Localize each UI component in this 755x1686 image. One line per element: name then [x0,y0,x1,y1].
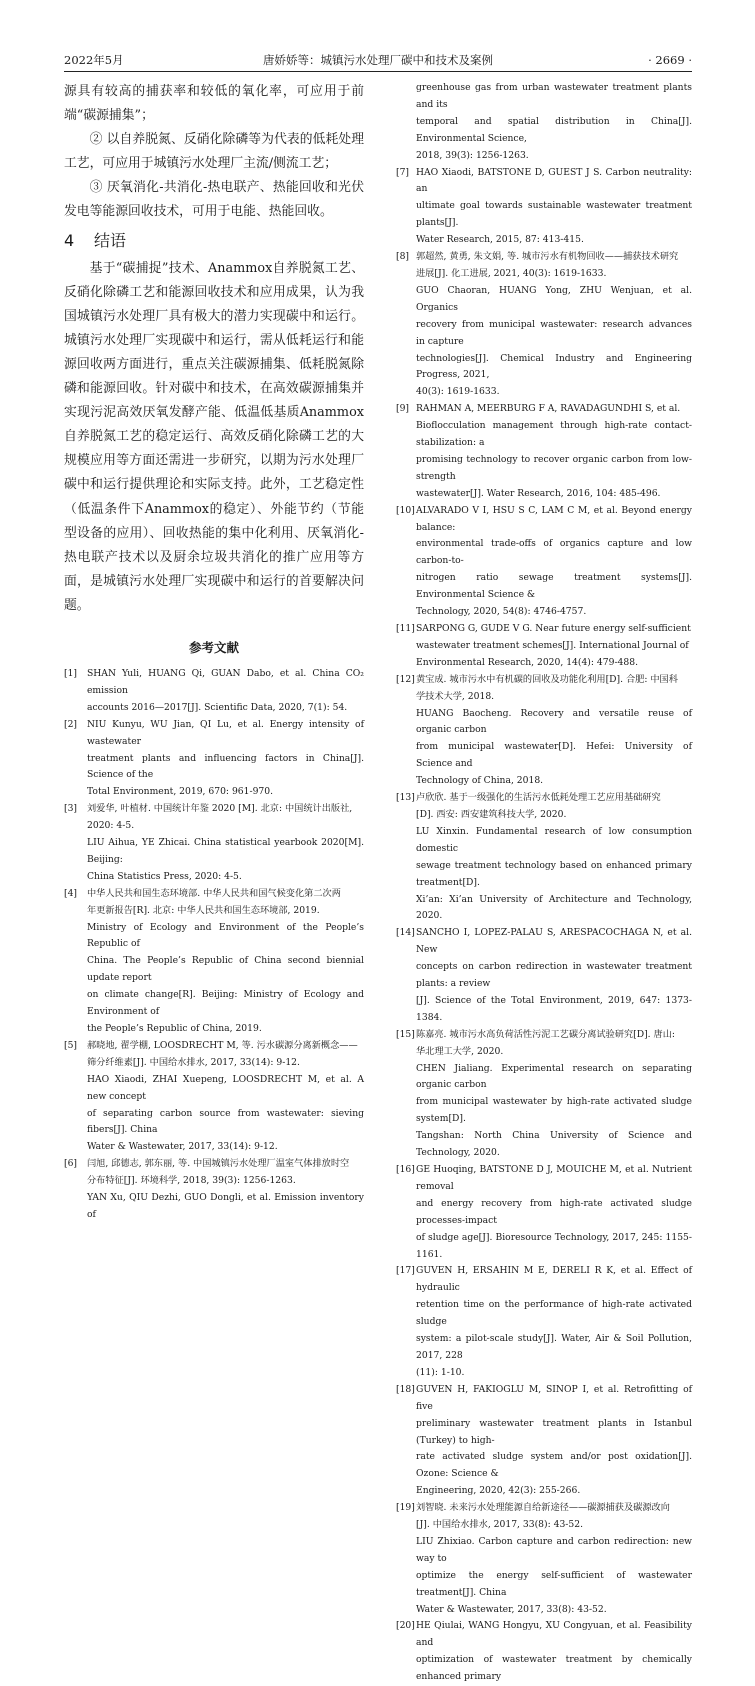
reference-item [396,925,692,1026]
reference-line: Technology of China, 2018. [416,775,544,787]
reference-line: optimize the energy self-sufficient of wastewater treatment[J]. China [416,1569,692,1598]
issue-date: 2022年5月 [64,53,124,67]
reference-line: treatment plants and influencing factors in China[J]. Science of the [87,752,364,781]
reference-line: technologies[J]. Chemical Industry and Engineering Progress, 2021, [416,352,692,381]
reference-line: HAO Xiaodi, ZHAI Xuepeng, LOOSDRECHT M, et al. A new concept [87,1073,364,1102]
reference-item [396,1500,692,1618]
references-list-right [396,80,692,1686]
reference-line: temporal and spatial distribution in China[J]. Environmental Science, [416,115,692,144]
reference-line: [D]. 西安: 西安建筑科技大学, 2020. [416,808,567,820]
reference-line: HE Qiulai, WANG Hongyu, XU Congyuan, et al. Feasibility and [416,1620,692,1649]
reference-item [64,801,364,886]
reference-item [396,249,692,401]
reference-line: (11): 1-10. [416,1366,465,1378]
reference-number: [5] [64,1039,78,1051]
running-title: 唐娇娇等：城镇污水处理厂碳中和技术及案例 [263,53,493,67]
reference-line: Water Research, 2015, 87: 413-415. [416,234,584,246]
reference-number: [6] [64,1158,78,1170]
reference-item [396,80,692,165]
reference-line: 刘爱华, 叶植材. 中国统计年鉴 2020 [M]. 北京: 中国统计出版社, [87,803,353,815]
reference-line: LIU Zhixiao. Carbon capture and carbon redirection: new way to [416,1535,692,1564]
reference-line: 40(3): 1619-1633. [416,386,500,398]
reference-line: 中华人民共和国生态环境部. 中华人民共和国气候变化第二次两 [87,887,341,899]
reference-line: nitrogen ratio sewage treatment systems[J]. Environmental Science & [416,572,692,601]
reference-number: [13] [396,792,415,804]
reference-line: China. The People’s Republic of China second biennial update report [87,955,364,984]
reference-line: 郝晓地, 翟学棚, LOOSDRECHT M, 等. 污水碳源分离新概念—— [87,1039,358,1051]
reference-line: 陈嘉亮. 城市污水高负荷活性污泥工艺碳分离试验研究[D]. 唐山: [416,1028,675,1040]
reference-line: greenhouse gas from urban wastewater treatment plants and its [416,82,692,110]
reference-line: system: a pilot-scale study[J]. Water, Air & Soil Pollution, 2017, 228 [416,1333,692,1361]
reference-line: 筛分纤维素[J]. 中国给水排水, 2017, 33(14): 9-12. [87,1056,300,1068]
reference-line: GUO Chaoran, HUANG Yong, ZHU Wenjuan, et al. Organics [416,284,692,313]
reference-line: ultimate goal towards sustainable wastewater treatment plants[J]. [416,200,692,229]
reference-line: Total Environment, 2019, 670: 961-970. [87,786,274,798]
paragraph-item-3: ③ 厌氧消化-共消化-热电联产、热能回收和光伏发电等能源回收技术，可用于电能、热能回收。 [64,180,364,220]
reference-line: GUVEN H, ERSAHIN M E, DERELI R K, et al. Effect of hydraulic [416,1265,692,1294]
reference-line: from municipal wastewater[D]. Hefei: University of Science and [416,741,692,770]
reference-line: 黄宝成. 城市污水中有机碳的回收及功能化利用[D]. 合肥: 中国科 [416,673,678,685]
reference-line: 2018, 39(3): 1256-1263. [416,149,529,161]
reference-line: Environmental Research, 2020, 14(4): 479-488. [416,656,639,668]
reference-line: GUVEN H, FAKIOGLU M, SINOP I, et al. Retrofitting of five [416,1383,692,1412]
reference-item [396,1263,692,1381]
reference-line: Water & Wastewater, 2017, 33(14): 9-12. [87,1141,278,1153]
reference-line: optimization of wastewater treatment by chemically enhanced primary [416,1654,692,1683]
right-column [396,80,692,1686]
reference-line: 刘智晓. 未来污水处理能源自给新途径——碳源捕获及碳源改向 [416,1502,670,1514]
reference-line: Technology, 2020, 54(8): 4746-4757. [416,606,587,618]
reference-line: HAO Xiaodi, BATSTONE D, GUEST J S. Carbon neutrality: an [416,166,692,195]
reference-line: RAHMAN A, MEERBURG F A, RAVADAGUNDHI S, et al. [416,403,681,415]
page-header [64,50,692,70]
reference-line: [J]. 中国给水排水, 2017, 33(8): 43-52. [416,1519,584,1531]
section-heading [64,229,364,253]
reference-line: recovery from municipal wastewater: research advances in capture [416,318,692,347]
reference-line: accounts 2016—2017[J]. Scientific Data, 2020, 7(1): 54. [87,701,348,713]
reference-line: Ministry of Ecology and Environment of the People’s Republic of [87,921,364,950]
reference-line: the People’s Republic of China, 2019. [87,1023,262,1034]
reference-item [396,790,692,925]
reference-line: SHAN Yuli, HUANG Qi, GUAN Dabo, et al. China CO₂ emission [87,667,364,696]
reference-item [396,1162,692,1263]
reference-line: SARPONG G, GUDE V G. Near future energy self-sufficient [416,623,691,634]
reference-line: 郭超然, 黄勇, 朱文娟, 等. 城市污水有机物回收——捕获技术研究 [416,251,679,263]
reference-number: [11] [396,623,415,634]
reference-line: GE Huoqing, BATSTONE D J, MOUICHE M, et al. Nutrient removal [416,1164,692,1192]
reference-number: [18] [396,1383,415,1395]
reference-line: 年更新报告[R]. 北京: 中华人民共和国生态环境部, 2019. [87,904,320,916]
reference-number: [3] [64,803,78,815]
reference-line: CHEN Jialiang. Experimental research on separating organic carbon [416,1062,692,1091]
reference-number: [20] [396,1620,415,1632]
reference-number: [14] [396,927,415,939]
reference-line: from municipal wastewater by high-rate activated sludge system[D]. [416,1096,692,1125]
reference-line: 卢欣欣. 基于一级强化的生活污水低耗处理工艺应用基础研究 [416,792,661,804]
reference-line: retention time on the performance of high-rate activated sludge [416,1299,692,1328]
reference-item [64,1156,364,1224]
reference-line: 学技术大学, 2018. [416,690,495,702]
reference-item [64,1038,364,1156]
reference-item [64,666,364,717]
reference-number: [10] [396,504,415,516]
reference-line: [J]. Science of the Total Environment, 2019, 647: 1373-1384. [416,994,692,1023]
section-title: 结语 [94,230,127,250]
conclusion-paragraph: 基于“碳捕捉”技术、Anammox自养脱氮工艺、反硝化除磷工艺和能源回收技术和应用成果，认为我国城镇污水处理厂具有极大的潜力实现碳中和运行。城镇污水处理厂实现碳中和运行，需从低耗运行和能源回收两方面进行，重点关注碳源捕集、低耗脱氮除磷和能源回收。针对碳中和技术，在高效碳源捕集并实现污泥高效厌氧发酵产能、低温低基质Anammox自养脱氮工艺的稳定运行、高效反硝化除磷工艺的大规模应用等方面还需进一步研究，以期为污水处理厂碳中和运行提供理论和实际支持。此外，工艺稳定性（低温条件下Anammox的稳定）、外能节约（节能型设备的应用）、回收热能的集中化利用、厌氧消化-热电联产技术以及厨余垃圾共消化的推广应用等方面，是城镇污水处理厂实现碳中和运行的首要解决问题。 [64,260,364,613]
reference-item [396,401,692,502]
reference-line: wastewater[J]. Water Research, 2016, 104: 485-496. [416,487,661,499]
reference-line: Bioflocculation management through high-rate contact-stabilization: a [416,420,692,449]
reference-line: Engineering, 2020, 42(3): 255-266. [416,1485,581,1497]
reference-number: [2] [64,718,78,730]
reference-line: preliminary wastewater treatment plants in Istanbul (Turkey) to high- [416,1417,692,1446]
reference-line: of sludge age[J]. Bioresource Technology, 2017, 245: 1155-1161. [416,1231,692,1260]
reference-line: environmental trade-offs of organics capture and low carbon-to- [416,538,692,567]
reference-line: 分布特征[J]. 环境科学, 2018, 39(3): 1256-1263. [87,1175,296,1187]
reference-item [396,503,692,621]
paragraph-continued: 源具有较高的捕获率和较低的氧化率，可应用于前端“碳源捕集”； [64,84,364,124]
reference-item [396,1618,692,1686]
reference-number: [4] [64,887,78,899]
left-column [64,80,364,1224]
reference-line: China Statistics Press, 2020: 4-5. [87,870,242,882]
reference-number: [17] [396,1265,415,1277]
reference-item [64,717,364,802]
reference-line: on climate change[R]. Beijing: Ministry of Ecology and Environment of [87,989,364,1018]
reference-number: [15] [396,1028,415,1040]
reference-line: 闫旭, 邱德志, 郭东丽, 等. 中国城镇污水处理厂温室气体排放时空 [87,1158,350,1170]
reference-line: concepts on carbon redirection in wastewater treatment plants: a review [416,961,692,990]
reference-number: [7] [396,166,410,178]
reference-line: 2020: 4-5. [87,820,135,832]
references-list-left [64,666,364,1224]
reference-line: LU Xinxin. Fundamental research of low consumption domestic [416,825,692,854]
reference-line: ALVARADO V I, HSU S C, LAM C M, et al. Beyond energy balance: [416,504,692,533]
reference-number: [12] [396,673,415,685]
reference-line: 华北理工大学, 2020. [416,1045,504,1057]
reference-item [396,621,692,672]
reference-line: HUANG Baocheng. Recovery and versatile reuse of organic carbon [416,707,692,736]
reference-item [396,1382,692,1500]
reference-item [396,672,692,790]
section-number: 4 [64,230,75,250]
reference-line: Water & Wastewater, 2017, 33(8): 43-52. [416,1603,607,1615]
reference-line: NIU Kunyu, WU Jian, QI Lu, et al. Energy intensity of wastewater [87,718,364,747]
reference-item [64,886,364,1038]
header-rule [64,71,692,72]
paragraph-item-2: ② 以自养脱氮、反硝化除磷等为代表的低耗处理工艺，可应用于城镇污水处理厂主流/侧流工艺； [64,132,364,172]
reference-line: YAN Xu, QIU Dezhi, GUO Dongli, et al. Emission inventory of [87,1192,364,1220]
reference-number: [9] [396,403,410,415]
reference-number: [19] [396,1502,415,1514]
page-number: · 2669 · [648,53,692,67]
reference-number: [8] [396,251,410,263]
reference-item [396,1027,692,1162]
reference-number: [1] [64,667,78,679]
reference-line: Tangshan: North China University of Science and Technology, 2020. [416,1130,692,1159]
reference-line: SANCHO I, LOPEZ-PALAU S, ARESPACOCHAGA N, et al. New [416,927,692,956]
reference-line: wastewater treatment schemes[J]. International Journal of [416,639,689,651]
reference-line: sewage treatment technology based on enhanced primary treatment[D]. [416,859,692,888]
reference-line: rate activated sludge system and/or post oxidation[J]. Ozone: Science & [416,1451,692,1480]
reference-line: 进展[J]. 化工进展, 2021, 40(3): 1619-1633. [416,267,607,279]
reference-line: Xi’an: Xi’an University of Architecture and Technology, 2020. [416,893,692,922]
reference-line: of separating carbon source from wastewater: sieving fibers[J]. China [87,1107,364,1136]
references-heading: 参考文献 [188,639,239,655]
reference-line: promising technology to recover organic carbon from low-strength [416,453,692,482]
reference-line: LIU Aihua, YE Zhicai. China statistical yearbook 2020[M]. Beijing: [87,837,364,865]
reference-item [396,165,692,250]
reference-number: [16] [396,1164,415,1175]
reference-line: and energy recovery from high-rate activated sludge processes-impact [416,1197,692,1226]
